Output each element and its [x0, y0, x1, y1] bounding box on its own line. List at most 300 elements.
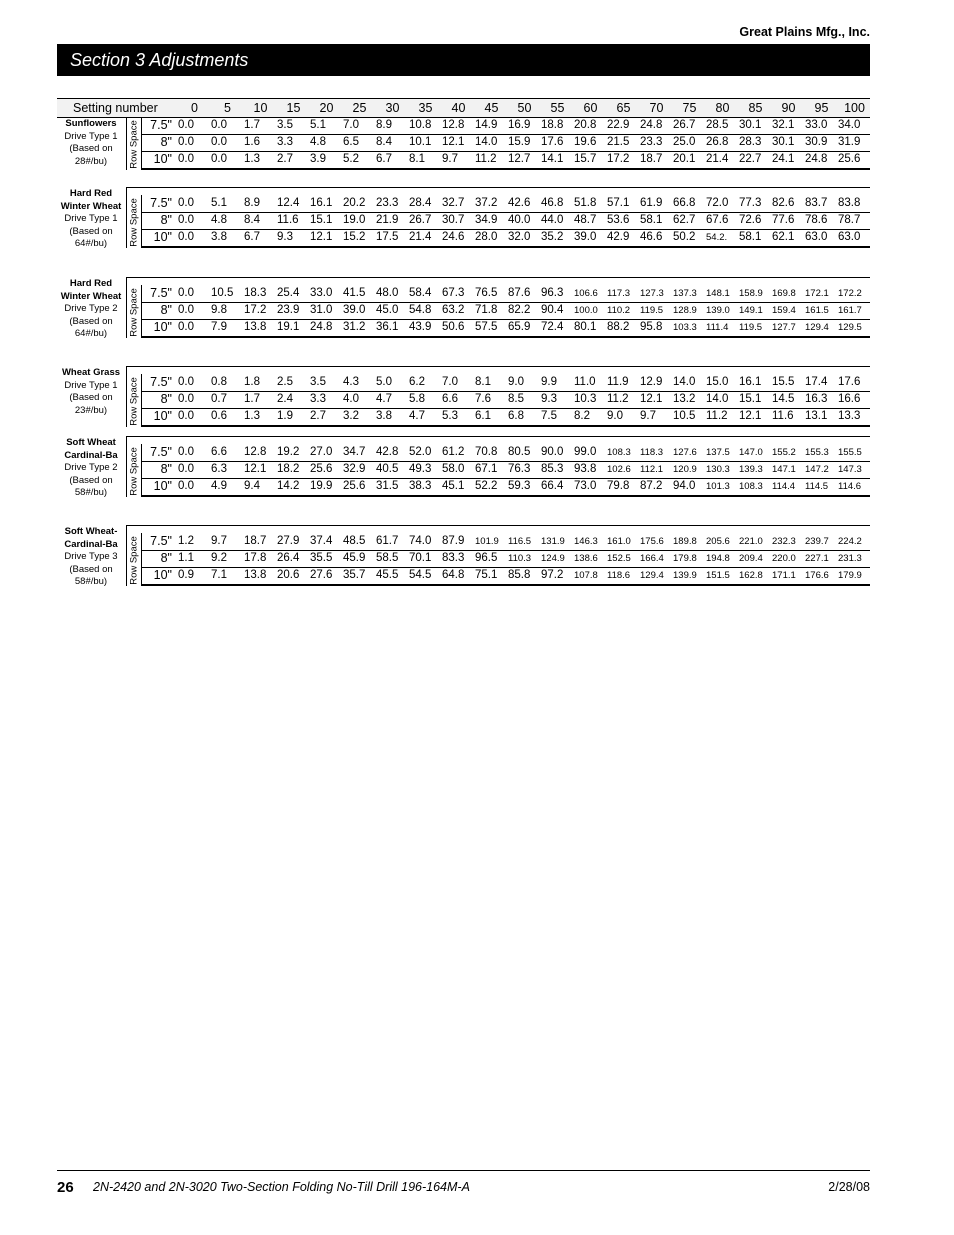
rate-cell: 24.8 — [310, 321, 333, 333]
rate-cell: 70.1 — [409, 552, 432, 564]
rate-cell: 3.5 — [277, 119, 293, 131]
rate-cell: 22.9 — [607, 119, 630, 131]
rate-cell: 0.0 — [178, 119, 194, 131]
rate-cell: 40.0 — [508, 214, 531, 226]
rate-cell: 179.8 — [673, 553, 697, 564]
rate-cell: 24.6 — [442, 231, 465, 243]
rate-cell: 15.1 — [310, 214, 333, 226]
rate-cell: 13.2 — [673, 393, 696, 405]
rate-cell: 18.7 — [640, 153, 663, 165]
rate-cell: 17.6 — [541, 136, 564, 148]
rate-cell: 72.6 — [739, 214, 762, 226]
rate-cell: 15.9 — [508, 136, 531, 148]
crop-name: Hard Red — [69, 188, 113, 199]
rate-cell: 93.8 — [574, 463, 597, 475]
rate-cell: 25.6 — [310, 463, 333, 475]
rate-cell: 3.8 — [211, 231, 227, 243]
rate-cell: 25.6 — [343, 480, 366, 492]
rate-cell: 24.8 — [640, 119, 663, 131]
rate-cell: 78.7 — [838, 214, 861, 226]
rate-cell: 63.0 — [838, 231, 861, 243]
rate-cell: 9.7 — [640, 410, 656, 422]
rate-cell: 12.1 — [310, 231, 333, 243]
rate-cell: 85.3 — [541, 463, 564, 475]
setting-number-55: 55 — [550, 101, 565, 115]
rate-cell: 14.0 — [706, 393, 729, 405]
row-rule — [141, 461, 870, 462]
rate-cell: 41.5 — [343, 287, 366, 299]
crop-label — [57, 188, 125, 251]
rate-cell: 25.4 — [277, 287, 300, 299]
rate-cell: 30.7 — [442, 214, 465, 226]
rate-cell: 118.3 — [640, 447, 664, 458]
rate-cell: 147.0 — [739, 447, 763, 458]
rate-cell: 1.7 — [244, 393, 260, 405]
rate-cell: 2.4 — [277, 393, 293, 405]
row-space-value: 10" — [153, 568, 172, 582]
rate-cell: 54.8 — [409, 304, 432, 316]
rate-cell: 90.0 — [541, 446, 564, 458]
rate-cell: 148.1 — [706, 288, 730, 299]
row-space-value: 7.5" — [150, 286, 172, 300]
rate-cell: 74.0 — [409, 535, 432, 547]
rate-cell: 18.3 — [244, 287, 267, 299]
rate-cell: 9.8 — [211, 304, 227, 316]
rate-cell: 166.4 — [640, 553, 664, 564]
rate-cell: 0.0 — [178, 214, 194, 226]
rate-cell: 12.4 — [277, 197, 300, 209]
rate-cell: 52.0 — [409, 446, 432, 458]
rate-cell: 58.1 — [739, 231, 762, 243]
row-space-label — [127, 444, 141, 495]
row-space-text: Row Space — [128, 288, 140, 337]
document-date: 2/28/08 — [828, 1180, 870, 1194]
rate-cell: 35.7 — [343, 569, 366, 581]
block-top-rule — [126, 436, 870, 437]
rate-cell: 52.2 — [475, 480, 498, 492]
rate-cell: 58.5 — [376, 552, 399, 564]
row-rule — [141, 134, 870, 135]
rate-cell: 48.5 — [343, 535, 366, 547]
section-title: Section 3 Adjustments — [70, 50, 249, 70]
rate-cell: 75.1 — [475, 569, 498, 581]
rate-cell: 9.0 — [607, 410, 623, 422]
row-space-value: 10" — [153, 409, 172, 423]
rate-cell: 6.7 — [376, 153, 392, 165]
rate-cell: 34.7 — [343, 446, 366, 458]
crop-detail: (Based on — [69, 225, 113, 237]
crop-name: Cardinal-Ba — [64, 538, 118, 550]
rate-cell: 80.1 — [574, 321, 597, 333]
rate-cell: 205.6 — [706, 536, 730, 547]
rate-cell: 6.6 — [211, 446, 227, 458]
rate-cell: 31.9 — [838, 136, 861, 148]
rate-cell: 19.2 — [277, 446, 300, 458]
rate-cell: 17.5 — [376, 231, 399, 243]
crop-detail: 64#/bu) — [74, 238, 108, 249]
rate-cell: 57.5 — [475, 321, 498, 333]
rate-cell: 6.7 — [244, 231, 260, 243]
row-rule — [141, 478, 870, 479]
rate-cell: 114.4 — [772, 481, 796, 492]
rate-cell: 62.7 — [673, 214, 696, 226]
rate-cell: 63.0 — [805, 231, 828, 243]
rate-cell: 12.8 — [244, 446, 267, 458]
setting-number-45: 45 — [484, 101, 499, 115]
rate-cell: 25.6 — [838, 153, 861, 165]
setting-number-40: 40 — [451, 101, 466, 115]
crop-name: Winter Wheat — [60, 200, 122, 212]
rate-cell: 131.9 — [541, 536, 565, 547]
rate-cell: 82.6 — [772, 197, 795, 209]
row-space-value: 7.5" — [150, 534, 172, 548]
row-rule — [141, 567, 870, 568]
rate-cell: 14.1 — [541, 153, 564, 165]
crop-detail: (Based on — [69, 143, 113, 154]
rate-cell: 5.1 — [310, 119, 326, 131]
rate-cell: 61.2 — [442, 446, 465, 458]
rate-cell: 23.9 — [277, 304, 300, 316]
rate-cell: 7.0 — [442, 376, 458, 388]
rate-cell: 5.3 — [442, 410, 458, 422]
rate-cell: 12.1 — [244, 463, 267, 475]
block-top-rule — [126, 525, 870, 526]
rate-cell: 99.0 — [574, 446, 597, 458]
row-space-divider — [141, 533, 142, 586]
rate-cell: 0.9 — [178, 569, 194, 581]
rate-cell: 2.7 — [277, 153, 293, 165]
rate-cell: 120.9 — [673, 464, 697, 475]
crop-detail: Drive Type 1 — [64, 213, 118, 224]
rate-cell: 111.4 — [706, 322, 729, 333]
rate-cell: 7.1 — [211, 569, 227, 581]
rate-cell: 17.4 — [805, 376, 828, 388]
setting-number-30: 30 — [385, 101, 400, 115]
rate-cell: 0.0 — [211, 119, 227, 131]
rate-cell: 11.2 — [607, 393, 629, 405]
rate-cell: 9.4 — [244, 480, 260, 492]
rate-cell: 44.0 — [541, 214, 564, 226]
row-space-text: Row Space — [128, 536, 140, 585]
rate-cell: 9.9 — [541, 376, 557, 388]
rate-cell: 139.0 — [706, 305, 730, 316]
rate-cell: 175.6 — [640, 536, 664, 547]
setting-number-35: 35 — [418, 101, 433, 115]
rate-cell: 25.0 — [673, 136, 696, 148]
rate-cell: 21.5 — [607, 136, 630, 148]
rate-cell: 66.4 — [541, 480, 564, 492]
rate-cell: 0.0 — [178, 321, 194, 333]
row-rule — [141, 584, 870, 586]
rate-cell: 26.8 — [706, 136, 729, 148]
rate-cell: 63.2 — [442, 304, 465, 316]
rate-cell: 32.7 — [442, 197, 465, 209]
setting-number-15: 15 — [286, 101, 301, 115]
rate-cell: 127.6 — [673, 447, 697, 458]
rate-cell: 232.3 — [772, 536, 796, 547]
row-space-value: 7.5" — [150, 196, 172, 210]
rate-cell: 67.1 — [475, 463, 498, 475]
rate-cell: 50.6 — [442, 321, 465, 333]
row-space-divider — [141, 374, 142, 427]
rate-cell: 110.2 — [607, 305, 631, 316]
rate-cell: 19.1 — [277, 321, 300, 333]
rate-cell: 20.2 — [343, 197, 366, 209]
rate-cell: 2.5 — [277, 376, 293, 388]
section-header-bar — [57, 44, 870, 76]
rate-cell: 169.8 — [772, 288, 796, 299]
rate-cell: 32.1 — [772, 119, 795, 131]
row-space-value: 8" — [160, 213, 172, 227]
rate-cell: 0.0 — [211, 153, 227, 165]
block-top-rule — [126, 366, 870, 367]
row-space-value: 8" — [160, 303, 172, 317]
rate-cell: 1.6 — [244, 136, 260, 148]
rate-cell: 28.0 — [475, 231, 498, 243]
rate-cell: 32.0 — [508, 231, 531, 243]
rate-cell: 45.1 — [442, 480, 465, 492]
rate-cell: 4.9 — [211, 480, 227, 492]
rate-cell: 65.9 — [508, 321, 531, 333]
rate-cell: 50.2 — [673, 231, 696, 243]
rate-cell: 73.0 — [574, 480, 597, 492]
crop-detail: 58#/bu) — [74, 576, 108, 587]
crop-detail: Drive Type 1 — [64, 379, 118, 391]
rate-cell: 0.0 — [178, 287, 194, 299]
rate-cell: 0.8 — [211, 376, 227, 388]
rate-cell: 18.7 — [244, 535, 267, 547]
rate-cell: 4.7 — [376, 393, 392, 405]
rate-cell: 138.6 — [574, 553, 598, 564]
rate-cell: 137.5 — [706, 447, 730, 458]
rate-cell: 38.3 — [409, 480, 432, 492]
row-rule — [141, 151, 870, 152]
rate-cell: 101.3 — [706, 481, 730, 492]
rate-cell: 0.0 — [178, 393, 194, 405]
rate-cell: 82.2 — [508, 304, 531, 316]
rate-cell: 37.4 — [310, 535, 333, 547]
rate-cell: 58.0 — [442, 463, 465, 475]
rate-cell: 14.2 — [277, 480, 300, 492]
rate-cell: 87.6 — [508, 287, 531, 299]
rate-cell: 129.4 — [640, 570, 664, 581]
rate-cell: 8.4 — [244, 214, 260, 226]
row-space-label — [127, 285, 141, 336]
rate-cell: 78.6 — [805, 214, 828, 226]
rate-cell: 146.3 — [574, 536, 598, 547]
row-rule — [141, 495, 870, 497]
rate-cell: 129.4 — [805, 322, 829, 333]
rate-cell: 0.0 — [211, 136, 227, 148]
rate-cell: 49.3 — [409, 463, 432, 475]
rate-cell: 97.2 — [541, 569, 564, 581]
row-rule — [141, 302, 870, 303]
rate-cell: 11.2 — [475, 153, 497, 165]
rate-cell: 8.5 — [508, 393, 524, 405]
rate-cell: 28.4 — [409, 197, 432, 209]
rate-cell: 15.5 — [772, 376, 795, 388]
rate-cell: 9.3 — [277, 231, 293, 243]
rate-cell: 0.0 — [178, 463, 194, 475]
setting-number-100: 100 — [844, 101, 865, 115]
rate-cell: 17.6 — [838, 376, 861, 388]
setting-number-50: 50 — [517, 101, 532, 115]
rate-cell: 3.2 — [343, 410, 359, 422]
rate-cell: 9.3 — [541, 393, 557, 405]
rate-cell: 1.9 — [277, 410, 293, 422]
rate-cell: 83.3 — [442, 552, 465, 564]
crop-label — [57, 367, 125, 417]
rate-cell: 15.1 — [739, 393, 762, 405]
row-space-value: 8" — [160, 551, 172, 565]
crop-detail: (Based on — [69, 563, 113, 575]
rate-cell: 33.0 — [310, 287, 333, 299]
rate-cell: 107.8 — [574, 570, 598, 581]
setting-number-25: 25 — [352, 101, 367, 115]
rate-cell: 58.1 — [640, 214, 663, 226]
rate-cell: 1.3 — [244, 410, 260, 422]
rate-cell: 0.0 — [178, 304, 194, 316]
rate-cell: 39.0 — [343, 304, 366, 316]
rate-cell: 221.0 — [739, 536, 763, 547]
rate-cell: 42.9 — [607, 231, 630, 243]
rate-cell: 14.5 — [772, 393, 795, 405]
rate-cell: 23.3 — [376, 197, 399, 209]
rate-cell: 1.7 — [244, 119, 260, 131]
rate-cell: 28.3 — [739, 136, 762, 148]
setting-number-70: 70 — [649, 101, 664, 115]
setting-number-10: 10 — [253, 101, 268, 115]
rate-cell: 161.5 — [805, 305, 829, 316]
rate-cell: 152.5 — [607, 553, 631, 564]
rate-cell: 7.5 — [541, 410, 557, 422]
rate-cell: 20.8 — [574, 119, 597, 131]
rate-cell: 124.9 — [541, 553, 565, 564]
rate-cell: 13.8 — [244, 321, 267, 333]
crop-detail: 23#/bu) — [74, 404, 108, 416]
rate-cell: 87.9 — [442, 535, 465, 547]
rate-cell: 11.0 — [574, 376, 596, 388]
rate-cell: 114.6 — [838, 481, 862, 492]
rate-cell: 71.8 — [475, 304, 498, 316]
rate-cell: 18.2 — [277, 463, 300, 475]
rate-cell: 94.0 — [673, 480, 696, 492]
rate-cell: 7.6 — [475, 393, 491, 405]
rate-cell: 0.0 — [178, 480, 194, 492]
setting-number-95: 95 — [814, 101, 829, 115]
row-space-divider — [141, 444, 142, 497]
rate-cell: 61.9 — [640, 197, 663, 209]
rate-cell: 21.4 — [706, 153, 729, 165]
crop-detail: (Based on — [69, 474, 113, 486]
rate-cell: 46.6 — [640, 231, 663, 243]
rate-cell: 87.2 — [640, 480, 663, 492]
rate-cell: 57.1 — [607, 197, 630, 209]
rate-cell: 10.8 — [409, 119, 432, 131]
row-space-text: Row Space — [128, 198, 140, 247]
rate-cell: 4.8 — [310, 136, 326, 148]
setting-number-90: 90 — [781, 101, 796, 115]
rate-cell: 209.4 — [739, 553, 763, 564]
rate-cell: 139.3 — [739, 464, 763, 475]
row-rule — [141, 425, 870, 427]
rate-cell: 26.7 — [409, 214, 432, 226]
row-space-text: Row Space — [128, 447, 140, 496]
rate-cell: 189.8 — [673, 536, 697, 547]
rate-cell: 45.9 — [343, 552, 366, 564]
rate-cell: 46.8 — [541, 197, 564, 209]
rate-cell: 3.9 — [310, 153, 326, 165]
rate-cell: 151.5 — [706, 570, 730, 581]
rate-cell: 2.7 — [310, 410, 326, 422]
row-space-value: 8" — [160, 135, 172, 149]
rate-cell: 43.9 — [409, 321, 432, 333]
crop-name: Wheat Grass — [61, 367, 121, 378]
rate-cell: 4.0 — [343, 393, 359, 405]
rate-cell: 20.6 — [277, 569, 300, 581]
row-rule — [141, 168, 870, 170]
rate-cell: 59.3 — [508, 480, 531, 492]
rate-cell: 77.6 — [772, 214, 795, 226]
rate-cell: 54.2. — [706, 232, 728, 243]
crop-label — [57, 118, 125, 168]
rate-cell: 72.4 — [541, 321, 564, 333]
rate-cell: 58.4 — [409, 287, 432, 299]
rate-cell: 108.3 — [607, 447, 631, 458]
company-name: Great Plains Mfg., Inc. — [739, 25, 870, 39]
setting-number-85: 85 — [748, 101, 763, 115]
rate-cell: 171.1 — [772, 570, 796, 581]
rate-cell: 27.6 — [310, 569, 333, 581]
rate-cell: 12.7 — [508, 153, 531, 165]
crop-name: Hard Red — [69, 278, 113, 289]
rate-cell: 10.3 — [574, 393, 597, 405]
rate-cell: 96.5 — [475, 552, 498, 564]
rate-cell: 24.1 — [772, 153, 795, 165]
rate-cell: 224.2 — [838, 536, 862, 547]
rate-cell: 30.9 — [805, 136, 828, 148]
rate-cell: 8.1 — [475, 376, 491, 388]
row-space-label — [127, 533, 141, 584]
page-number: 26 — [57, 1179, 74, 1196]
rate-cell: 79.8 — [607, 480, 630, 492]
rate-cell: 8.1 — [409, 153, 425, 165]
rate-cell: 172.2 — [838, 288, 862, 299]
row-space-value: 8" — [160, 392, 172, 406]
rate-cell: 130.3 — [706, 464, 730, 475]
row-space-value: 7.5" — [150, 118, 172, 132]
crop-detail: (Based on — [69, 392, 113, 403]
rate-cell: 76.3 — [508, 463, 531, 475]
rate-cell: 31.5 — [376, 480, 399, 492]
rate-cell: 0.0 — [178, 153, 194, 165]
rate-cell: 6.1 — [475, 410, 491, 422]
crop-label — [57, 526, 125, 589]
block-top-rule — [126, 187, 870, 188]
rate-cell: 4.7 — [409, 410, 425, 422]
row-space-divider — [141, 117, 142, 170]
rate-cell: 0.6 — [211, 410, 227, 422]
rate-cell: 31.2 — [343, 321, 366, 333]
rate-cell: 1.2 — [178, 535, 194, 547]
rate-cell: 5.1 — [211, 197, 227, 209]
rate-cell: 6.2 — [409, 376, 425, 388]
setting-number-0: 0 — [191, 101, 198, 115]
rate-cell: 72.0 — [706, 197, 729, 209]
rate-cell: 8.9 — [376, 119, 392, 131]
row-space-value: 7.5" — [150, 445, 172, 459]
rate-cell: 64.8 — [442, 569, 465, 581]
